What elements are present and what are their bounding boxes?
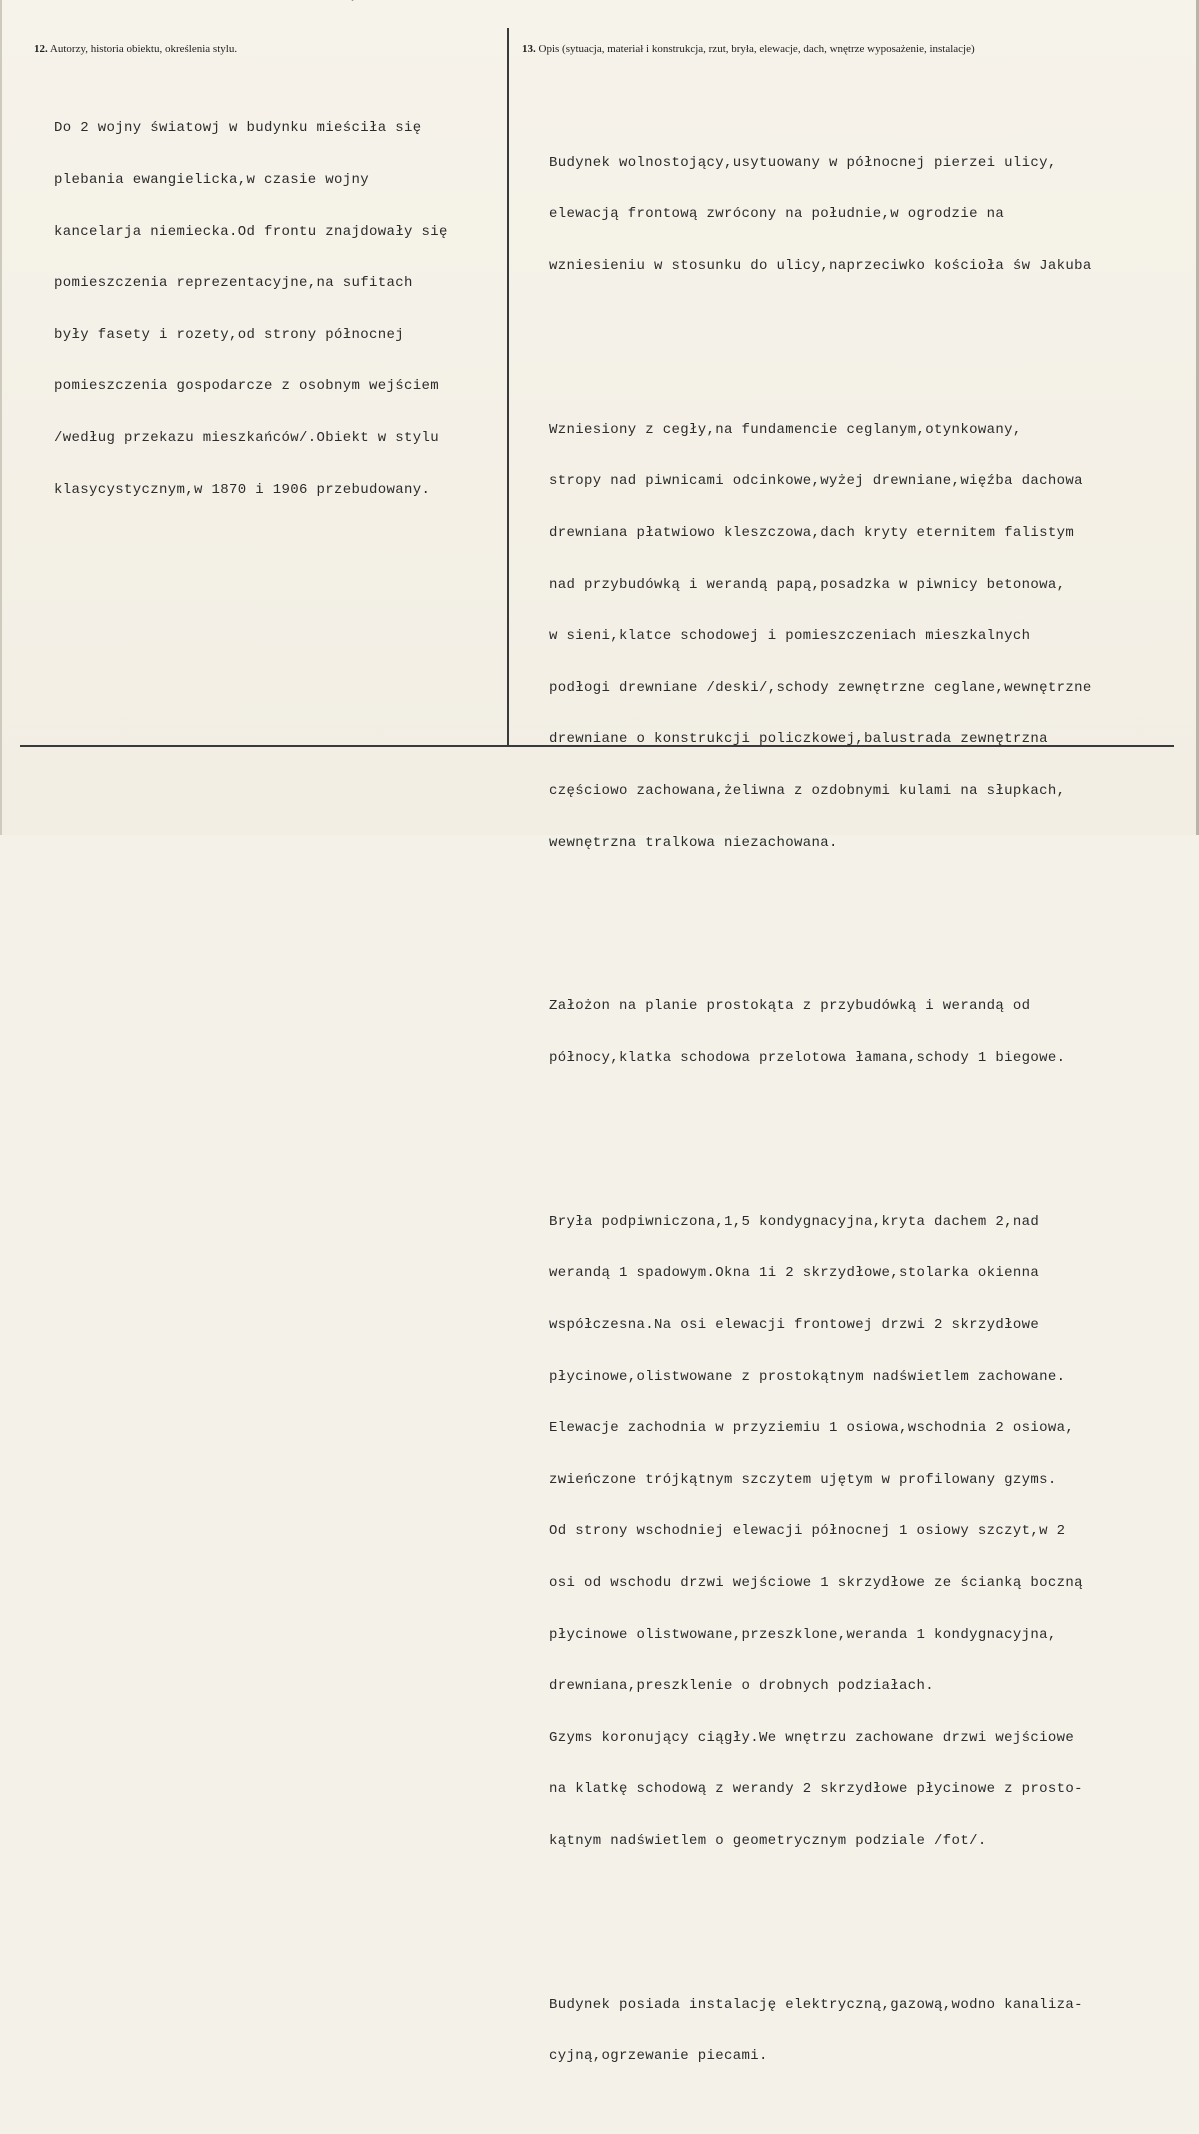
section-13-line: osi od wschodu drzwi wejściowe 1 skrzydłowe ze ścianką boczną (549, 1574, 1083, 1591)
section-13-line: stropy nad piwnicami odcinkowe,wyżej drewniane,więźba dachowa (549, 473, 1083, 490)
page-edge-left (0, 0, 2, 835)
section-12-line: Do 2 wojny światowj w budynku mieściła się (54, 120, 422, 137)
section-13-paragraph-location (549, 120, 1189, 309)
section-13-line: płycinowe olistwowane,przeszklone,weranda 1 kondygnacyjna, (549, 1626, 1057, 1643)
section-13-line: współczesna.Na osi elewacji frontowej drzwi 2 skrzydłowe (549, 1316, 1040, 1333)
section-13-line: Od strony wschodniej elewacji północnej 1 osiowy szczyt,w 2 (549, 1523, 1066, 1540)
section-12-body (54, 86, 509, 533)
section-12-title: Autorzy, historia obiektu, określenia stylu. (49, 43, 238, 55)
section-13-line: Budynek posiada instalację elektryczną,gazową,wodno kanaliza- (549, 1996, 1083, 2013)
section-12-line: pomieszczenia reprezentacyjne,na sufitach (54, 275, 413, 292)
section-13-line: kątnym nadświetlem o geometrycznym podziale /fot/. (549, 1832, 987, 1849)
section-13-line: drewniane o konstrukcji policzkowej,balustrada zewnętrzna (549, 731, 1048, 748)
section-13-line: Budynek wolnostojący,usytuowany w północnej pierzei ulicy, (549, 154, 1057, 171)
section-12-line: klasycystycznym,w 1870 i 1906 przebudowany. (54, 481, 431, 498)
section-13-line: podłogi drewniane /deski/,schody zewnętrzne ceglane,wewnętrzne (549, 679, 1092, 696)
section-13-line: wewnętrzna tralkowa niezachowana. (549, 834, 838, 851)
section-13-line: płycinowe,olistwowane z prostokątnym nadświetlem zachowane. (549, 1368, 1066, 1385)
section-13-line: Bryła podpiwniczona,1,5 kondygnacyjna,kryta dachem 2,nad (549, 1213, 1040, 1230)
section-12-number: 12. (34, 43, 48, 55)
section-13-line: cyjną,ogrzewanie piecami. (549, 2048, 768, 2065)
section-12-line: były fasety i rozety,od strony północnej (54, 326, 405, 343)
section-13-line: Założon na planie prostokąta z przybudówką i werandą od (549, 998, 1031, 1015)
section-13-line: drewniana płatwiowo kleszczowa,dach kryty eternitem falistym (549, 525, 1075, 541)
section-13-line: werandą 1 spadowym.Okna 1i 2 skrzydłowe,stolarka okienna (549, 1265, 1040, 1282)
section-13-number: 13. (522, 43, 536, 55)
section-12-header (34, 43, 237, 55)
section-13-paragraph-plan (549, 964, 1189, 1102)
section-13-line: zwieńczone trójkątnym szczytem ujętym w profilowany gzyms. (549, 1471, 1057, 1488)
section-12-line: /według przekazu mieszkańców/.Obiekt w stylu (54, 429, 440, 446)
section-13-line: elewacją frontową zwrócony na południe,w ogrodzie na (549, 206, 1005, 223)
section-13-paragraph-massing (549, 1179, 1189, 1884)
section-13-line: częściowo zachowana,żeliwna z ozdobnymi kulami na słupkach, (549, 782, 1066, 799)
section-13-paragraph-construction (549, 387, 1189, 886)
section-13-line: Gzyms koronujący ciągły.We wnętrzu zachowane drzwi wejściowe (549, 1729, 1075, 1746)
section-12-line: pomieszczenia gospodarcze z osobnym wejściem (54, 378, 440, 395)
section-13-line: drewniana,preszklenie o drobnych podziałach. (549, 1678, 935, 1695)
section-13-header (522, 43, 975, 55)
section-13-paragraph-installations (549, 1962, 1189, 2100)
section-13-line: nad przybudówką i werandą papą,posadzka w piwnicy betonowa, (549, 576, 1066, 593)
section-13-line: wzniesieniu w stosunku do ulicy,naprzeciwko kościoła św Jakuba (549, 258, 1092, 274)
section-13-line: Wzniesiony z cegły,na fundamencie ceglanym,otynkowany, (549, 421, 1022, 438)
staple-mark: ˇ (350, 0, 355, 10)
section-13-line: północy,klatka schodowa przelotowa łamana,schody 1 biegowe. (549, 1049, 1066, 1066)
section-13-title: Opis (sytuacja, materiał i konstrukcja, rzut, bryła, elewacje, dach, wnętrze wyposażenie, instalacje) (538, 43, 975, 55)
section-12-line: kancelarja niemiecka.Od frontu znajdowały się (54, 223, 448, 240)
section-13-line: w sieni,klatce schodowej i pomieszczeniach mieszkalnych (549, 628, 1031, 645)
section-13-line: Elewacje zachodnia w przyziemiu 1 osiowa,wschodnia 2 osiowa, (549, 1420, 1075, 1437)
section-12-line: plebania ewangielicka,w czasie wojny (54, 172, 370, 188)
section-13-line: na klatkę schodową z werandy 2 skrzydłowe płycinowe z prosto- (549, 1781, 1083, 1798)
section-13-body (549, 86, 1189, 2134)
